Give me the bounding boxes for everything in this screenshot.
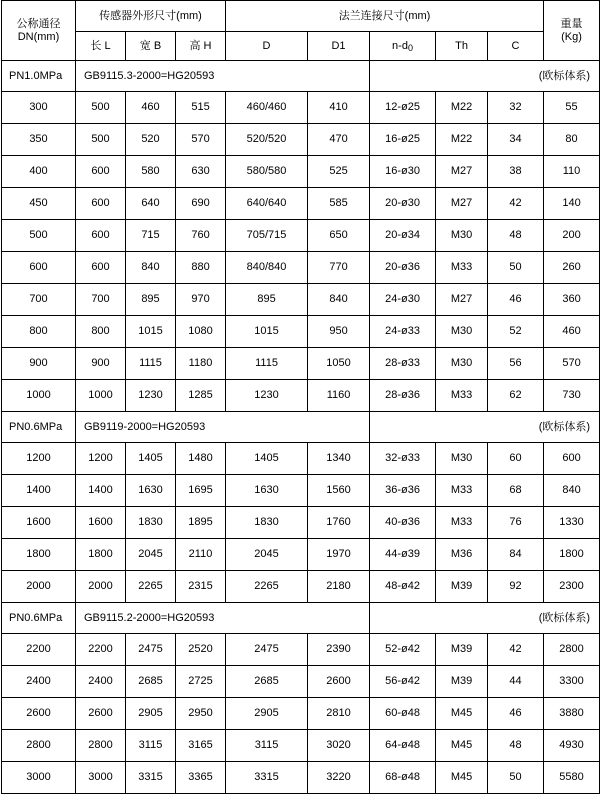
cell-c: 52 (488, 316, 544, 348)
cell-d1: 770 (308, 252, 370, 284)
header-weight-line1: 重量 (560, 17, 583, 30)
cell-d1: 1560 (308, 475, 370, 507)
cell-width: 2905 (126, 698, 176, 730)
cell-dn: 400 (2, 156, 76, 188)
group-header-row (2, 603, 600, 634)
group-standard-label: GB9119-2000=HG20593 (76, 412, 370, 443)
cell-n-d0: 60-ø48 (370, 698, 436, 730)
cell-length: 1200 (76, 443, 126, 475)
cell-d: 2905 (226, 698, 308, 730)
cell-d1: 650 (308, 220, 370, 252)
header-group-flange: 法兰连接尺寸(mm) (226, 1, 544, 32)
cell-weight: 1800 (544, 539, 600, 571)
cell-c: 44 (488, 666, 544, 698)
cell-width: 460 (126, 92, 176, 124)
header-n-d0-subscript: 0 (407, 42, 413, 53)
cell-weight: 5580 (544, 762, 600, 794)
cell-length: 900 (76, 348, 126, 380)
cell-dn: 1000 (2, 380, 76, 412)
cell-length: 600 (76, 188, 126, 220)
cell-n-d0: 20-ø34 (370, 220, 436, 252)
cell-th: M30 (436, 348, 488, 380)
header-group-sensor: 传感器外形尺寸(mm) (76, 1, 226, 32)
cell-length: 500 (76, 124, 126, 156)
cell-d1: 2600 (308, 666, 370, 698)
cell-d: 1230 (226, 380, 308, 412)
cell-height: 2520 (176, 634, 226, 666)
cell-d1: 2180 (308, 571, 370, 603)
cell-length: 800 (76, 316, 126, 348)
table-row (2, 220, 600, 252)
cell-th: M27 (436, 156, 488, 188)
header-dn-line1: 公称通径 (16, 17, 61, 30)
group-system-label: (欧标体系) (370, 412, 600, 443)
cell-d: 3315 (226, 762, 308, 794)
cell-height: 1180 (176, 348, 226, 380)
header-dn (2, 1, 76, 61)
cell-height: 1895 (176, 507, 226, 539)
cell-th: M36 (436, 539, 488, 571)
cell-length: 2800 (76, 730, 126, 762)
cell-length: 2600 (76, 698, 126, 730)
cell-c: 48 (488, 220, 544, 252)
cell-dn: 1200 (2, 443, 76, 475)
cell-weight: 200 (544, 220, 600, 252)
table-row (2, 348, 600, 380)
cell-d: 705/715 (226, 220, 308, 252)
cell-height: 2950 (176, 698, 226, 730)
cell-weight: 600 (544, 443, 600, 475)
cell-n-d0: 32-ø33 (370, 443, 436, 475)
header-row-groups (2, 1, 600, 32)
cell-length: 2000 (76, 571, 126, 603)
cell-c: 50 (488, 252, 544, 284)
cell-length: 2400 (76, 666, 126, 698)
header-weight (544, 1, 600, 61)
cell-th: M45 (436, 730, 488, 762)
cell-c: 38 (488, 156, 544, 188)
cell-width: 520 (126, 124, 176, 156)
group-system-label: (欧标体系) (370, 61, 600, 92)
cell-d1: 1160 (308, 380, 370, 412)
cell-c: 34 (488, 124, 544, 156)
table-row (2, 380, 600, 412)
cell-d: 1115 (226, 348, 308, 380)
cell-n-d0: 64-ø48 (370, 730, 436, 762)
cell-dn: 450 (2, 188, 76, 220)
cell-c: 56 (488, 348, 544, 380)
cell-d1: 840 (308, 284, 370, 316)
cell-d: 2045 (226, 539, 308, 571)
header-th: Th (436, 32, 488, 61)
cell-d: 1015 (226, 316, 308, 348)
cell-d: 2685 (226, 666, 308, 698)
cell-height: 880 (176, 252, 226, 284)
cell-dn: 1600 (2, 507, 76, 539)
cell-weight: 80 (544, 124, 600, 156)
table-row (2, 124, 600, 156)
cell-weight: 2300 (544, 571, 600, 603)
cell-dn: 2200 (2, 634, 76, 666)
cell-dn: 2600 (2, 698, 76, 730)
group-system-label: (欧标体系) (370, 603, 600, 634)
cell-weight: 2800 (544, 634, 600, 666)
table-row (2, 698, 600, 730)
table-row (2, 188, 600, 220)
cell-weight: 140 (544, 188, 600, 220)
cell-height: 1285 (176, 380, 226, 412)
cell-th: M30 (436, 443, 488, 475)
cell-width: 640 (126, 188, 176, 220)
cell-n-d0: 20-ø30 (370, 188, 436, 220)
cell-th: M27 (436, 188, 488, 220)
cell-weight: 260 (544, 252, 600, 284)
cell-th: M33 (436, 507, 488, 539)
cell-d: 640/640 (226, 188, 308, 220)
cell-length: 500 (76, 92, 126, 124)
header-d1: D1 (308, 32, 370, 61)
cell-th: M33 (436, 380, 488, 412)
cell-th: M30 (436, 220, 488, 252)
cell-length: 700 (76, 284, 126, 316)
cell-n-d0: 56-ø42 (370, 666, 436, 698)
cell-n-d0: 28-ø33 (370, 348, 436, 380)
group-header-row (2, 412, 600, 443)
cell-d1: 1340 (308, 443, 370, 475)
cell-th: M33 (436, 475, 488, 507)
group-pressure-label: PN0.6MPa (2, 412, 76, 443)
table-row (2, 316, 600, 348)
cell-n-d0: 68-ø48 (370, 762, 436, 794)
table-row (2, 475, 600, 507)
cell-width: 3115 (126, 730, 176, 762)
cell-width: 1630 (126, 475, 176, 507)
cell-n-d0: 44-ø39 (370, 539, 436, 571)
cell-height: 570 (176, 124, 226, 156)
cell-width: 2475 (126, 634, 176, 666)
cell-n-d0: 48-ø42 (370, 571, 436, 603)
cell-c: 76 (488, 507, 544, 539)
cell-width: 2045 (126, 539, 176, 571)
cell-th: M33 (436, 252, 488, 284)
cell-width: 2685 (126, 666, 176, 698)
header-n-d0 (370, 32, 436, 61)
cell-weight: 3880 (544, 698, 600, 730)
cell-d1: 470 (308, 124, 370, 156)
cell-width: 840 (126, 252, 176, 284)
cell-c: 48 (488, 730, 544, 762)
cell-weight: 460 (544, 316, 600, 348)
cell-height: 1080 (176, 316, 226, 348)
cell-d1: 3220 (308, 762, 370, 794)
specification-table (1, 0, 600, 794)
cell-n-d0: 16-ø30 (370, 156, 436, 188)
cell-th: M39 (436, 571, 488, 603)
cell-dn: 1400 (2, 475, 76, 507)
cell-width: 3315 (126, 762, 176, 794)
cell-d: 3115 (226, 730, 308, 762)
cell-d: 460/460 (226, 92, 308, 124)
cell-dn: 2000 (2, 571, 76, 603)
table-row (2, 571, 600, 603)
cell-width: 580 (126, 156, 176, 188)
table-row (2, 666, 600, 698)
cell-d1: 585 (308, 188, 370, 220)
cell-weight: 840 (544, 475, 600, 507)
cell-d1: 2390 (308, 634, 370, 666)
table-row (2, 284, 600, 316)
cell-n-d0: 16-ø25 (370, 124, 436, 156)
group-pressure-label: PN1.0MPa (2, 61, 76, 92)
cell-c: 32 (488, 92, 544, 124)
cell-th: M45 (436, 762, 488, 794)
cell-width: 715 (126, 220, 176, 252)
cell-dn: 700 (2, 284, 76, 316)
cell-th: M30 (436, 316, 488, 348)
table-row (2, 730, 600, 762)
table-row (2, 634, 600, 666)
cell-weight: 730 (544, 380, 600, 412)
cell-th: M39 (436, 666, 488, 698)
cell-th: M45 (436, 698, 488, 730)
cell-c: 92 (488, 571, 544, 603)
cell-d: 1630 (226, 475, 308, 507)
cell-height: 515 (176, 92, 226, 124)
cell-height: 3365 (176, 762, 226, 794)
cell-height: 630 (176, 156, 226, 188)
cell-n-d0: 28-ø36 (370, 380, 436, 412)
cell-height: 970 (176, 284, 226, 316)
cell-d: 840/840 (226, 252, 308, 284)
cell-length: 3000 (76, 762, 126, 794)
cell-c: 42 (488, 634, 544, 666)
table-row (2, 443, 600, 475)
table-row (2, 539, 600, 571)
cell-height: 1480 (176, 443, 226, 475)
cell-d: 1830 (226, 507, 308, 539)
group-standard-label: GB9115.2-2000=HG20593 (76, 603, 370, 634)
cell-height: 2110 (176, 539, 226, 571)
cell-dn: 800 (2, 316, 76, 348)
cell-width: 1115 (126, 348, 176, 380)
cell-width: 1015 (126, 316, 176, 348)
cell-dn: 300 (2, 92, 76, 124)
group-header-row (2, 61, 600, 92)
cell-d: 895 (226, 284, 308, 316)
cell-weight: 55 (544, 92, 600, 124)
cell-length: 600 (76, 252, 126, 284)
group-pressure-label: PN0.6MPa (2, 603, 76, 634)
cell-d1: 410 (308, 92, 370, 124)
cell-height: 2725 (176, 666, 226, 698)
cell-c: 46 (488, 698, 544, 730)
cell-weight: 3300 (544, 666, 600, 698)
cell-dn: 600 (2, 252, 76, 284)
cell-th: M39 (436, 634, 488, 666)
cell-width: 895 (126, 284, 176, 316)
table-row (2, 507, 600, 539)
cell-th: M22 (436, 92, 488, 124)
cell-n-d0: 24-ø33 (370, 316, 436, 348)
cell-n-d0: 36-ø36 (370, 475, 436, 507)
cell-d1: 1050 (308, 348, 370, 380)
cell-d: 580/580 (226, 156, 308, 188)
cell-d: 1405 (226, 443, 308, 475)
cell-n-d0: 40-ø36 (370, 507, 436, 539)
cell-length: 600 (76, 220, 126, 252)
cell-height: 2315 (176, 571, 226, 603)
cell-n-d0: 20-ø36 (370, 252, 436, 284)
cell-weight: 1330 (544, 507, 600, 539)
cell-c: 46 (488, 284, 544, 316)
table-row (2, 92, 600, 124)
header-length: 长 L (76, 32, 126, 61)
cell-length: 1800 (76, 539, 126, 571)
cell-length: 1400 (76, 475, 126, 507)
cell-c: 62 (488, 380, 544, 412)
cell-d1: 525 (308, 156, 370, 188)
header-n-d0-prefix: n-d (392, 39, 408, 52)
cell-dn: 1800 (2, 539, 76, 571)
table-row (2, 762, 600, 794)
cell-length: 1600 (76, 507, 126, 539)
group-standard-label: GB9115.3-2000=HG20593 (76, 61, 370, 92)
header-d: D (226, 32, 308, 61)
cell-c: 68 (488, 475, 544, 507)
cell-c: 42 (488, 188, 544, 220)
cell-d: 2475 (226, 634, 308, 666)
cell-d1: 950 (308, 316, 370, 348)
cell-th: M27 (436, 284, 488, 316)
cell-width: 1405 (126, 443, 176, 475)
cell-dn: 500 (2, 220, 76, 252)
cell-height: 1695 (176, 475, 226, 507)
cell-height: 760 (176, 220, 226, 252)
cell-weight: 360 (544, 284, 600, 316)
cell-dn: 2800 (2, 730, 76, 762)
cell-width: 2265 (126, 571, 176, 603)
cell-n-d0: 52-ø42 (370, 634, 436, 666)
cell-c: 84 (488, 539, 544, 571)
cell-dn: 2400 (2, 666, 76, 698)
cell-n-d0: 12-ø25 (370, 92, 436, 124)
cell-length: 1000 (76, 380, 126, 412)
cell-weight: 4930 (544, 730, 600, 762)
header-width: 宽 B (126, 32, 176, 61)
cell-height: 3165 (176, 730, 226, 762)
cell-weight: 570 (544, 348, 600, 380)
header-weight-line2: (Kg) (561, 30, 582, 43)
cell-d1: 3020 (308, 730, 370, 762)
cell-width: 1230 (126, 380, 176, 412)
cell-n-d0: 24-ø30 (370, 284, 436, 316)
cell-d1: 1760 (308, 507, 370, 539)
cell-length: 600 (76, 156, 126, 188)
header-row-columns (2, 32, 600, 61)
cell-dn: 900 (2, 348, 76, 380)
cell-d1: 2810 (308, 698, 370, 730)
cell-dn: 350 (2, 124, 76, 156)
table-row (2, 156, 600, 188)
cell-width: 1830 (126, 507, 176, 539)
cell-length: 2200 (76, 634, 126, 666)
cell-c: 60 (488, 443, 544, 475)
cell-d: 520/520 (226, 124, 308, 156)
cell-d: 2265 (226, 571, 308, 603)
header-c: C (488, 32, 544, 61)
header-dn-line2: DN(mm) (17, 30, 60, 43)
cell-weight: 110 (544, 156, 600, 188)
cell-dn: 3000 (2, 762, 76, 794)
cell-c: 50 (488, 762, 544, 794)
cell-height: 690 (176, 188, 226, 220)
cell-d1: 1970 (308, 539, 370, 571)
cell-th: M22 (436, 124, 488, 156)
header-height: 高 H (176, 32, 226, 61)
table-row (2, 252, 600, 284)
